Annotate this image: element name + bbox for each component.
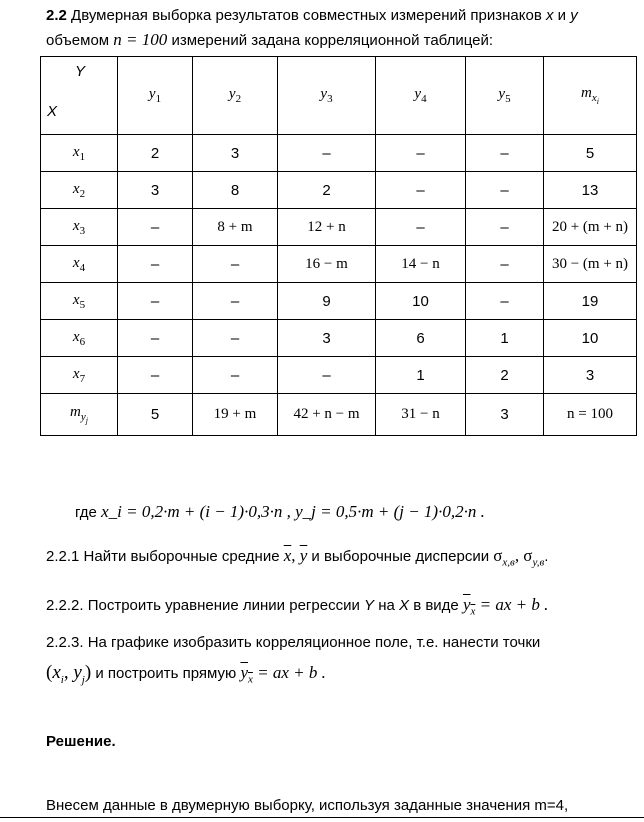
table-cell: 6 (376, 320, 466, 357)
correlation-table (40, 56, 637, 436)
table-cell: n = 100 (544, 394, 637, 436)
table-cell: 20 + (m + n) (544, 209, 637, 246)
table-cell: 1 (466, 320, 544, 357)
sigma-x: $\sigma_{x,в}$ (493, 546, 515, 569)
point-notation: ($x_i$, $y_j$) (46, 662, 92, 686)
table-cell: 3 (544, 357, 637, 394)
where-word: где (75, 504, 97, 521)
table-cell: – (193, 320, 278, 357)
table-cell: – (466, 135, 544, 172)
table-cell: 5 (544, 135, 637, 172)
sigma-y: $\sigma_{y,в}$ (523, 546, 545, 569)
table-cell: 19 + m (193, 394, 278, 436)
task2-prefix: 2.2.2. Построить уравнение линии регрессии (46, 597, 360, 614)
table-cell: 1 (376, 357, 466, 394)
table-cell: – (118, 357, 193, 394)
table-cell: – (466, 246, 544, 283)
table-cell: 2 (278, 172, 376, 209)
table-cell: 8 + m (193, 209, 278, 246)
task2-var-x: X (399, 597, 410, 614)
var-x: x (545, 7, 554, 24)
task1-mid: и выборочные дисперсии (311, 548, 490, 565)
corner-cell (41, 57, 118, 135)
problem-statement (46, 4, 630, 53)
table-cell: 8 (193, 172, 278, 209)
table-row (41, 283, 637, 320)
corner-y-label: Y (74, 63, 85, 80)
task2-suffix: в виде (413, 597, 459, 614)
col-header-y3: $y_3$ (278, 57, 376, 135)
table-row (41, 246, 637, 283)
task3-line1: 2.2.3. На графике изобразить корреляционное поле, т.е. нанести точки (46, 634, 541, 651)
table-cell: 3 (193, 135, 278, 172)
problem-number: 2.2 (46, 7, 67, 24)
table-cell: 3 (466, 394, 544, 436)
table-cell: 2 (466, 357, 544, 394)
task-2-2-3 (46, 628, 630, 695)
task1-prefix: 2.2.1 Найти выборочные средние (46, 548, 280, 565)
table-row (41, 357, 637, 394)
mean-y: $\overline{y}$ (299, 546, 308, 565)
table-cell: 2 (118, 135, 193, 172)
table-cell: – (193, 246, 278, 283)
row-label-x6: $x_6$ (41, 320, 118, 357)
table-cell: 10 (376, 283, 466, 320)
row-label-x5: $x_5$ (41, 283, 118, 320)
table-row (41, 209, 637, 246)
table-cell: – (466, 209, 544, 246)
corner-x-label: X (47, 103, 58, 120)
table-cell: – (278, 357, 376, 394)
table-cell: 12 + n (278, 209, 376, 246)
table-cell: – (278, 135, 376, 172)
table-cell: 30 − (m + n) (544, 246, 637, 283)
mean-x: $\overline{x}$ (283, 546, 292, 565)
problem-intro-b: объемом (46, 32, 110, 49)
where-formula: x_i = 0,2·m + (i − 1)·0,3·n , y_j = 0,5·m + (j − 1)·0,2·n . (101, 502, 485, 521)
table-row (41, 320, 637, 357)
table-cell: 13 (544, 172, 637, 209)
table-cell: 16 − m (278, 246, 376, 283)
problem-intro-a: Двумерная выборка результатов совместных измерений признаков (71, 7, 542, 24)
table-cell: 9 (278, 283, 376, 320)
sample-size: n = 100 (113, 30, 168, 49)
table-cell: – (466, 172, 544, 209)
table-row (41, 135, 637, 172)
col-header-mx: $m_{x_i}$ (544, 57, 637, 135)
col-header-y4: $y_4$ (376, 57, 466, 135)
table-cell: – (193, 283, 278, 320)
page-bottom-rule (0, 817, 644, 818)
where-line (75, 500, 630, 525)
and-word: и (557, 7, 567, 24)
row-label-x3: $x_3$ (41, 209, 118, 246)
table-header-row (41, 57, 637, 135)
table-cell: 42 + n − m (278, 394, 376, 436)
table-cell: 5 (118, 394, 193, 436)
table-cell: – (376, 135, 466, 172)
task3-line2: и построить прямую (95, 665, 237, 682)
row-label-x7: $x_7$ (41, 357, 118, 394)
problem-intro-c: измерений задана корреляционной таблицей: (171, 32, 494, 49)
table-cell: – (376, 172, 466, 209)
task2-on: на (378, 597, 395, 614)
table-cell: – (376, 209, 466, 246)
row-label-x1: $x_1$ (41, 135, 118, 172)
regression-line-equation: $y_x$ = ax + b . (240, 663, 326, 686)
row-label-x2: $x_2$ (41, 172, 118, 209)
table-cell: – (466, 283, 544, 320)
task-2-2-1: 2.2.1 Найти выборочные средние $\overline{x}$, $\overline{y}$ и выборочные дисперсии $\sigma_{x,в}$, $\sigma_{y,в}$. (46, 546, 549, 569)
table-cell: 14 − n (376, 246, 466, 283)
var-y: y (570, 7, 578, 24)
table-sum-row (41, 394, 637, 436)
table-cell: – (118, 320, 193, 357)
table-cell: – (118, 209, 193, 246)
task2-var-y: Y (364, 597, 375, 614)
table-cell: 3 (118, 172, 193, 209)
row-label-x4: $x_4$ (41, 246, 118, 283)
col-header-y5: $y_5$ (466, 57, 544, 135)
table-cell: – (193, 357, 278, 394)
solution-text: Внесем данные в двумерную выборку, используя заданные значения m=4, (46, 797, 569, 814)
table-cell: 10 (544, 320, 637, 357)
col-header-y2: $y_2$ (193, 57, 278, 135)
table-cell: 3 (278, 320, 376, 357)
table-cell: – (118, 246, 193, 283)
regression-equation: $y_x$ = ax + b . (462, 595, 549, 618)
table-row (41, 172, 637, 209)
col-header-y1: $y_1$ (118, 57, 193, 135)
table-cell: 31 − n (376, 394, 466, 436)
row-label-my: $m_{y_j}$ (41, 394, 118, 436)
solution-title: Решение. (46, 733, 116, 750)
table-cell: 19 (544, 283, 637, 320)
task-2-2-2 (46, 593, 630, 623)
table-cell: – (118, 283, 193, 320)
